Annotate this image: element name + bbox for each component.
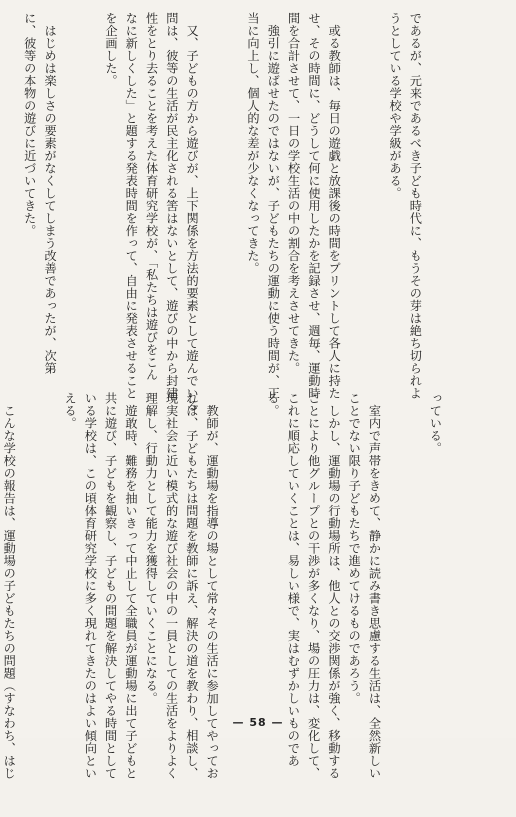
paragraph: はじめは楽しさの要素がなくしてしまう改善であったが、次第 に、彼等の本物の遊びに近づいてきた。: [22, 12, 58, 375]
paragraph: 或る教師は、毎日の遊戯と放課後の時間をプリントして各人に持た せ、その時間に、どうして何に使用したかを記録させ、週毎、運動時 間を合計させて、一日の学校生活の中の割合を考えさせてきた。 強引に遊ばせたのではないが、子どもたちの運動に使う時間が、正 当に向上し、個人的な差が少なくなってきた。: [246, 12, 342, 400]
paragraph: 室内で声帯をきめて、静かに読み書き思慮する生活は、全然新しい ことでない限り子どもたちで進めてけるものであろう。 しかし、運動場の行動場所は、他人との交渉関係が強く、移動する ことにより他グループとの干渉が多くなり、場の圧力は、変化して、 これに順応していくことは、易しい様で、実はむずかしいものであ る。: [266, 392, 382, 780]
paragraph: 教師が、運動場を指導の場として常々その生活に参加してやってお れば、子どもたちは問題を教師に訴え、解決の道を教わり、相談し、 現実社会に近い模式的な遊び社会の中の一員としての生活をよりよく 理解し、行動力として能力を獲得していくことになる。 遊敢時、難務を抽いきって中止して全職員が運動場に出て子どもと 共に遊び、子どもを観察し、子どもの問題を解決してやる時間として いる学校は、この頃体育研究学校に多く現れてきたのはよい傾向とい える。: [63, 392, 220, 780]
paragraph: であるが、元来であるべき子ども時代に、もうその芽は絶ち切られよ うとしている学校や学級がある。: [388, 12, 423, 400]
paragraph: っている。: [428, 392, 443, 455]
paragraph: こんな学校の報告は、運動場の子どもたちの問題（すなわち、はじ: [2, 404, 17, 780]
paragraph: 又、子どもの方から遊びが、上下関係を方法的要素として遊んでいる 問は、彼等の生活が民主化される筈はないとして、遊びの中から封建 性をとり去ることを考えた体育研究学校が、「私たちは遊びをこん なに新しくした」と題する発表時間を作って、自由に発表させること を企画した。: [103, 12, 200, 412]
page-number: — 58 —: [232, 716, 284, 729]
upper-text-block: [22, 12, 466, 412]
